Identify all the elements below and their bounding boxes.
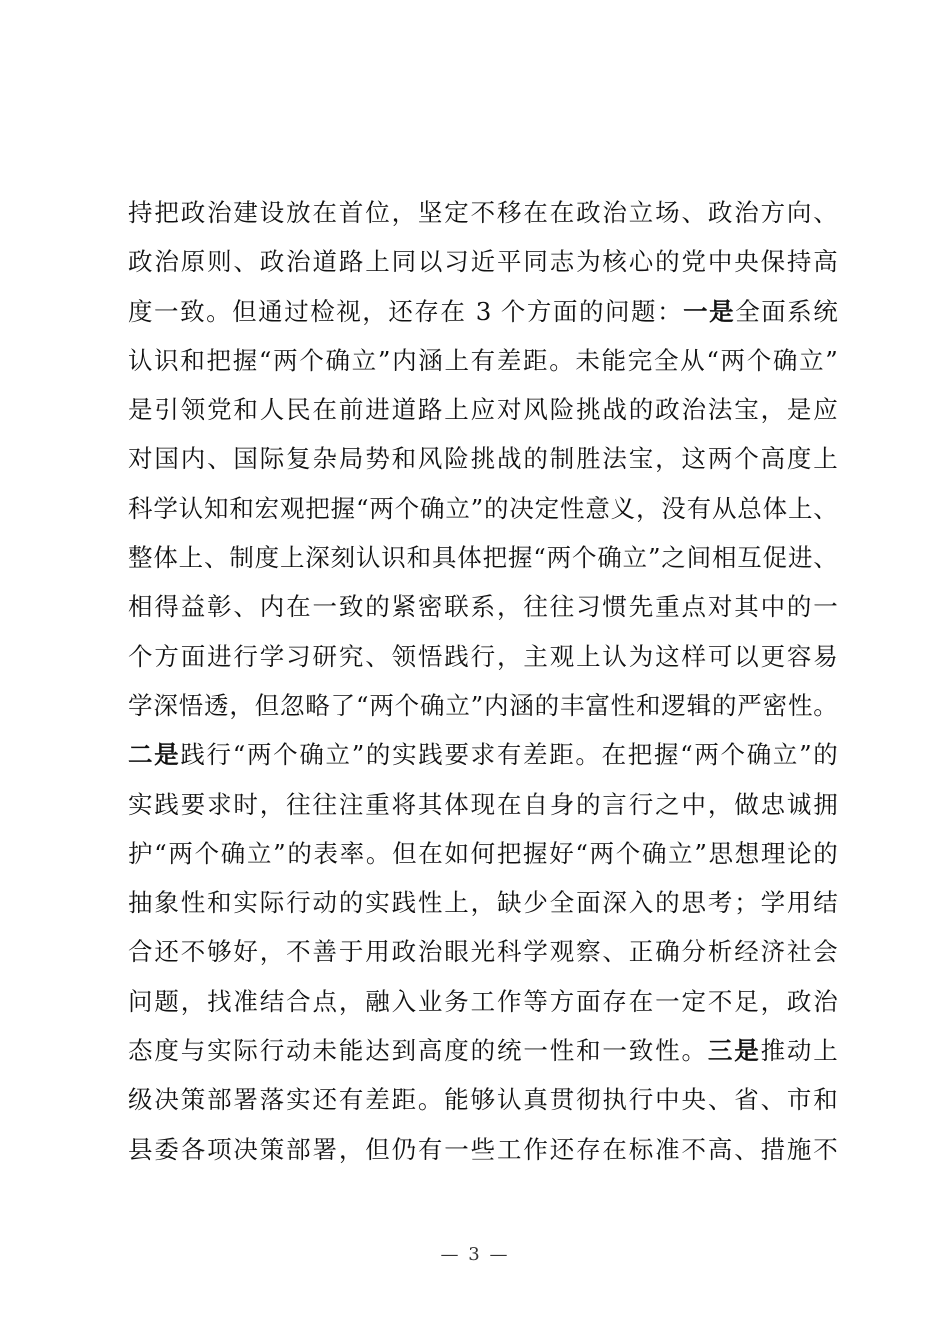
text-line: 度一致。但通过检视，还存在 3 个方面的问题：一是全面系统 xyxy=(128,296,838,326)
text-line: 持把政治建设放在首位，坚定不移在在政治立场、政治方向、 xyxy=(128,198,838,227)
emphasis-third: 三是 xyxy=(707,1036,761,1066)
text-line: 问题，找准结合点，融入业务工作等方面存在一定不足，政治 xyxy=(128,986,838,1016)
text-line: 态度与实际行动未能达到高度的统一性和一致性。三是推动上 xyxy=(128,1036,838,1066)
text-line: 二是践行“两个确立”的实践要求有差距。在把握“两个确立”的 xyxy=(128,740,838,770)
text-line: 县委各项决策部署，但仍有一些工作还存在标准不高、措施不 xyxy=(128,1134,838,1164)
text-line: 相得益彰、内在一致的紧密联系，往往习惯先重点对其中的一 xyxy=(128,592,838,622)
text-line: 科学认知和宏观把握“两个确立”的决定性意义，没有从总体上、 xyxy=(128,493,838,523)
text-line: 政治原则、政治道路上同以习近平同志为核心的党中央保持高 xyxy=(128,247,838,277)
emphasis-first: 一是 xyxy=(683,296,736,326)
text-line: 抽象性和实际行动的实践性上，缺少全面深入的思考；学用结 xyxy=(128,888,838,918)
text-line: 实践要求时，往往注重将其体现在自身的言行之中，做忠诚拥 xyxy=(128,789,838,819)
text-line: 对国内、国际复杂局势和风险挑战的制胜法宝，这两个高度上 xyxy=(128,444,838,474)
text-line: 级决策部署落实还有差距。能够认真贯彻执行中央、省、市和 xyxy=(128,1085,838,1115)
emphasis-second: 二是 xyxy=(128,740,181,770)
text-line: 合还不够好，不善于用政治眼光科学观察、正确分析经济社会 xyxy=(128,937,838,967)
text-line: 整体上、制度上深刻认识和具体把握“两个确立”之间相互促进、 xyxy=(128,543,838,573)
text-line: 是引领党和人民在前进道路上应对风险挑战的政治法宝，是应 xyxy=(128,395,838,425)
text-line: 护“两个确立”的表率。但在如何把握好“两个确立”思想理论的 xyxy=(128,838,838,868)
text-line: 认识和把握“两个确立”内涵上有差距。未能完全从“两个确立” xyxy=(128,345,838,375)
body-paragraph xyxy=(128,188,838,1174)
text-line: 学深悟透，但忽略了“两个确立”内涵的丰富性和逻辑的严密性。 xyxy=(128,690,838,720)
page-number: — 3 — xyxy=(440,1244,510,1265)
text-line: 个方面进行学习研究、领悟践行，主观上认为这样可以更容易 xyxy=(128,641,838,671)
